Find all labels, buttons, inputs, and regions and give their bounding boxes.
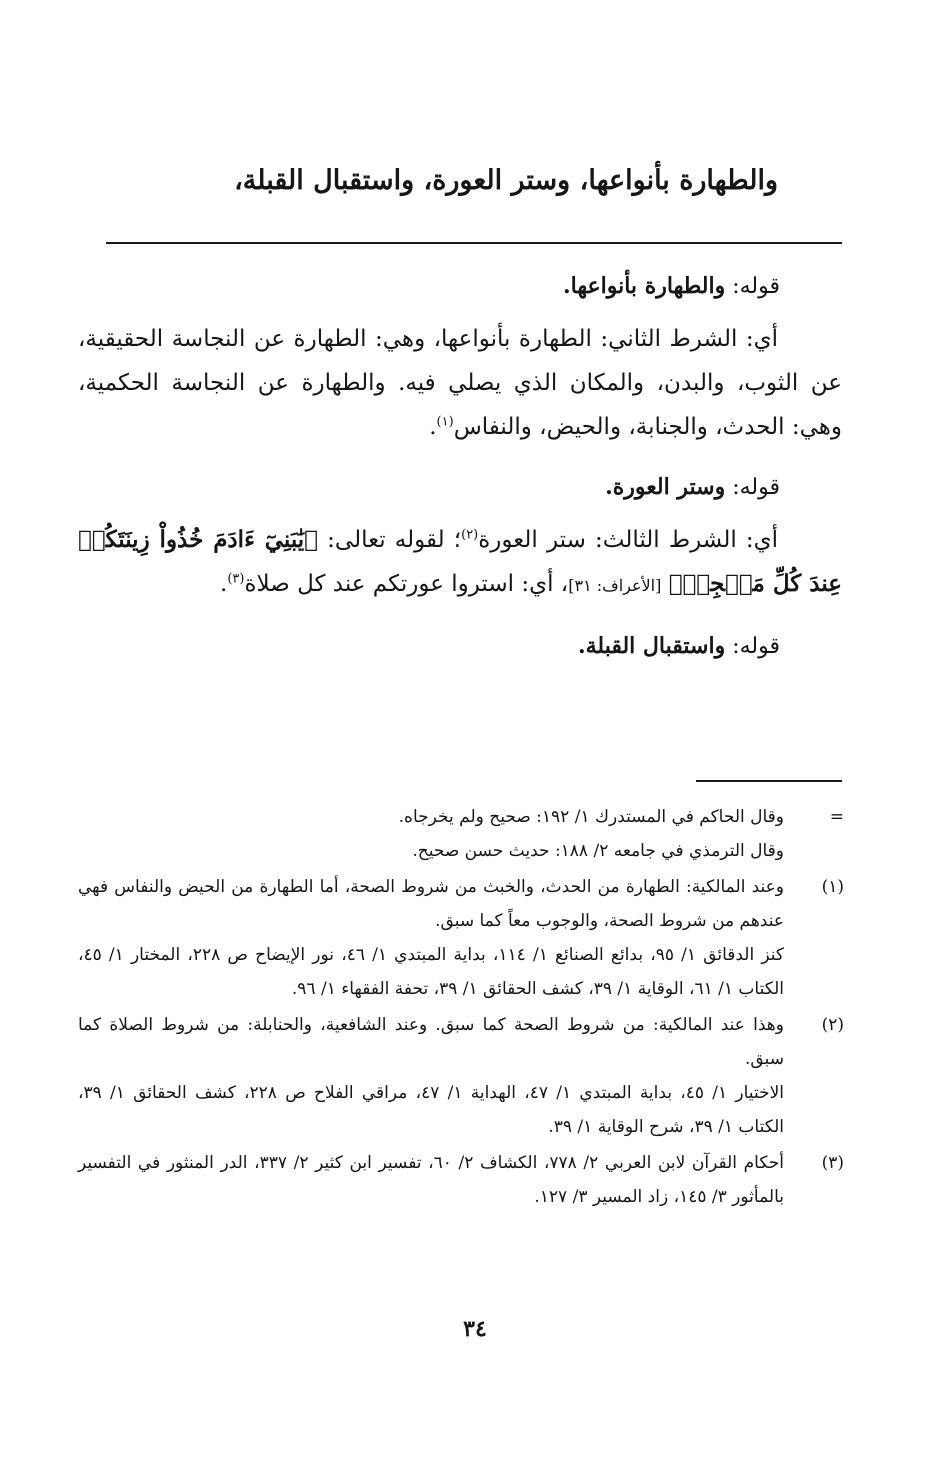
footnote-continued xyxy=(78,800,844,868)
matn-quote: واستقبال القبلة. xyxy=(577,633,726,659)
paragraph-text: أي: الشرط الثاني: الطهارة بأنواعها، وهي: الطهارة عن النجاسة الحقيقية، عن الثوب، والبدن، والمكان الذي يصلي فيه. والطهارة عن النجاسة الحكمية، وهي: الحدث، والجنابة، والحيض، والنفاس xyxy=(78,326,842,440)
footnote-2 xyxy=(78,1008,844,1144)
qawluhu-label: قوله: xyxy=(732,274,780,299)
paragraph-taharah: أي: الشرط الثاني: الطهارة بأنواعها، وهي: الطهارة عن النجاسة الحقيقية، عن الثوب، والبدن، والمكان الذي يصلي فيه. والطهارة عن النجاسة الحكمية، وهي: الحدث، والجنابة، والحيض، والنفاس$^{(١)}$. xyxy=(78,326,842,440)
qawluhu-label: قوله: xyxy=(732,634,780,659)
matn-quote: وستر العورة. xyxy=(605,474,726,500)
footnote-line: وعند المالكية: الطهارة من الحدث، والخبث من شروط الصحة، أما الطهارة من الحيض والنفاس فهي عندهم من شروط الصحة، والوجوب معاً كما سبق. xyxy=(78,877,784,931)
footnote-mark: (٢) xyxy=(821,1015,844,1035)
main-text xyxy=(78,262,842,671)
footnote-line: وقال الترمذي في جامعه ٢/ ١٨٨: حديث حسن صحيح. xyxy=(412,841,784,861)
footnote-body xyxy=(78,800,804,868)
footnotes xyxy=(78,800,844,1216)
footnote-ref-2[interactable]: (٢) xyxy=(461,527,479,543)
footnote-1 xyxy=(78,870,844,1006)
footnote-mark: = xyxy=(829,807,844,827)
running-header: والطهارة بأنواعها، وستر العورة، واستقبال القبلة، xyxy=(234,165,778,196)
header-rule xyxy=(106,242,842,244)
footnote-mark: (١) xyxy=(821,877,844,897)
footnote-body xyxy=(78,870,804,1006)
qawluhu-label: قوله: xyxy=(732,475,780,500)
footnote-mark: (٣) xyxy=(821,1153,844,1173)
footnote-line: أحكام القرآن لابن العربي ٢/ ٧٧٨، الكشاف ٢/ ٦٠، تفسير ابن كثير ٢/ ٣٣٧، الدر المنثور في التفسير بالمأثور ٣/ ١٤٥، زاد المسير ٣/ ١٢٧. xyxy=(78,1153,784,1207)
verse-citation: [الأعراف: ٣١] xyxy=(568,576,662,595)
footnote-3 xyxy=(78,1146,844,1214)
matn-quote: والطهارة بأنواعها. xyxy=(563,273,726,299)
footnote-line: كنز الدقائق ١/ ٩٥، بدائع الصنائع ١/ ١١٤، بداية المبتدي ١/ ٤٦، نور الإيضاح ص ٢٢٨، المختار ١/ ٤٥، الكتاب ١/ ٦١، الوقاية ١/ ٣٩، كشف الحقائق ١/ ٣٩، تحفة الفقهاء ١/ ٩٦. xyxy=(78,945,784,999)
section-heading-qiblah xyxy=(78,622,842,671)
footnote-line: الاختيار ١/ ٤٥، بداية المبتدي ١/ ٤٧، الهداية ١/ ٤٧، مراقي الفلاح ص ٢٢٨، كشف الحقائق ١/ ٣٩، الكتاب ١/ ٣٩، شرح الوقاية ١/ ٣٩. xyxy=(78,1083,784,1137)
footnote-separator xyxy=(696,780,842,782)
footnote-body xyxy=(78,1008,804,1144)
section-heading-taharah xyxy=(78,262,842,311)
page-number: ٣٤ xyxy=(463,1316,487,1342)
footnote-ref-1[interactable]: (١) xyxy=(436,414,454,430)
quran-verse: ﴿يَٰبَنِيٓ ءَادَمَ خُذُواْ زِينَتَكُمۡ عِندَ كُلِّ مَسۡجِدٖ﴾ xyxy=(78,526,842,597)
footnote-line: وقال الحاكم في المستدرك ١/ ١٩٢: صحيح ولم يخرجاه. xyxy=(398,807,784,827)
footnote-ref-3[interactable]: (٣) xyxy=(227,571,245,587)
section-heading-awrah xyxy=(78,463,842,512)
footnote-line: وهذا عند المالكية: من شروط الصحة كما سبق. وعند الشافعية، والحنابلة: من شروط الصلاة كما سبق. xyxy=(78,1015,784,1069)
paragraph-text: أي: الشرط الثالث: ستر العورة xyxy=(478,527,779,553)
paragraph-awrah: أي: الشرط الثالث: ستر العورة$^{(٢)}$؛ لقوله تعالى: ﴿يَٰبَنِيٓ ءَادَمَ خُذُواْ زِينَتَكُمۡ عِندَ كُلِّ مَسۡجِدٖ﴾ [الأعراف: ٣١]، أي: استروا عورتكم عند كل صلاة$^{(٣)}$. xyxy=(78,526,842,597)
footnote-body xyxy=(78,1146,804,1214)
